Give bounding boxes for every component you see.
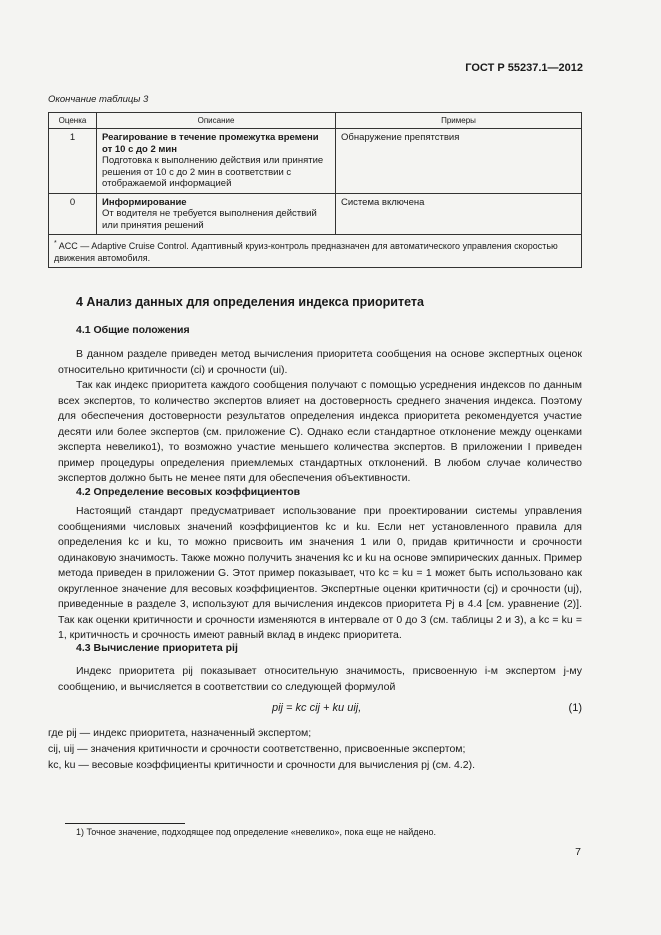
table-row — [49, 193, 582, 235]
score-cell: 1 — [49, 129, 97, 194]
subsection-title-4-2: 4.2 Определение весовых коэффициентов — [76, 486, 301, 498]
note-text: ACC — Adaptive Cruise Control. Адаптивный круиз-контроль предназначен для автоматического управления скоростью движения автомобиля. — [54, 241, 558, 263]
column-header-examples: Примеры — [336, 113, 582, 129]
table-row — [49, 129, 582, 194]
footnote: 1) Точное значение, подходящее под определение «невелико», пока еще не найдено. — [76, 827, 437, 837]
note-marker: * — [54, 240, 57, 247]
page-number: 7 — [575, 846, 581, 858]
score-cell: 0 — [49, 193, 97, 235]
paragraph-4-2-1: Настоящий стандарт предусматривает использование при проектировании системы управления сообщениями числовых значений коэффициентов kc и ku. Если нет установленного правила для определения kc и ku, то можно присвоить им значения 1 или 0, придав критичности и срочности одинаковую значимость. Также можно получить значения kc и ku на основе эмпирических данных. Пример метода приведен в приложении G. Этот пример показывает, что kc = ku = 1 может быть использовано как округленное значение для весовых коэффициентов. Экспертные оценки критичности (cj) и срочности (uj), приведенные в разделе 3, используют для вычисления индексов приоритета Pj в 4.4 [см. уравнение (2)]. Так как оценки критичности и срочности изменяются в интервале от 0 до 3 (см. таблицы 2 и 3), а kc = ku = 1, критичность и срочность имеют равный вклад в индекс приоритета. — [58, 505, 582, 641]
standard-code: ГОСТ Р 55237.1—2012 — [465, 62, 583, 74]
where-line-1: где pij — индекс приоритета, назначенный экспертом; — [48, 727, 312, 739]
description-title: Информирование — [102, 196, 187, 208]
subsection-title-4-1: 4.1 Общие положения — [76, 324, 190, 336]
table-note — [49, 235, 582, 268]
subsection-title-4-3: 4.3 Вычисление приоритета pij — [76, 642, 238, 654]
example-cell: Система включена — [336, 193, 582, 235]
column-header-description: Описание — [97, 113, 336, 129]
paragraph-4-3-1: Индекс приоритета pij показывает относительную значимость, присвоенную i-м экспертом j-му сообщению, и вычисляется в соответствии со следующей формулой — [58, 665, 582, 693]
example-cell: Обнаружение препятствия — [336, 129, 582, 194]
where-line-2: cij, uij — значения критичности и срочности соответственно, присвоенные экспертом; — [48, 743, 466, 755]
table-header-row — [49, 113, 582, 129]
table-caption: Окончание таблицы 3 — [48, 94, 149, 105]
equation-number: (1) — [568, 702, 582, 714]
table-note-row — [49, 235, 582, 268]
paragraph-4-1-1: В данном разделе приведен метод вычисления приоритета сообщения на основе экспертных оценок относительно критичности (ci) и срочности (ui). — [58, 348, 582, 376]
criteria-table — [48, 112, 582, 268]
description-text: От водителя не требуется выполнения действий или принятия решений — [102, 208, 317, 231]
description-cell — [97, 193, 336, 235]
formula: pij = kc cij + ku uij, — [272, 702, 362, 714]
description-text: Подготовка к выполнению действия или принятие решения от 10 с до 2 мин в соответствии с отображаемой информацией — [102, 155, 324, 189]
description-title: Реагирование в течение промежутка времени от 10 с до 2 мин — [102, 132, 319, 155]
footnote-rule — [65, 823, 185, 824]
section-title: 4 Анализ данных для определения индекса приоритета — [76, 295, 424, 309]
where-line-3: kc, ku — весовые коэффициенты критичности и срочности для вычисления pj (см. 4.2). — [48, 759, 476, 771]
column-header-score: Оценка — [49, 113, 97, 129]
paragraph-4-1-2: Так как индекс приоритета каждого сообщения получают с помощью усреднения индексов по данным всех экспертов, то количество экспертов влияет на достоверность среднего значения индекса. Поэтому для обеспечения достоверности результатов определения индекса приоритета рекомендуется участие десяти или более экспертов (см. приложение С). Однако если стандартное отклонение между оценками эксперта невелико1), то возможно участие меньшего количества экспертов. В приложении I приведен пример процедуры определения приемлемых стандартных отклонений. В любом случае количество экспертов должно быть не менее пяти для обеспечения объективности. — [58, 379, 582, 484]
description-cell — [97, 129, 336, 194]
